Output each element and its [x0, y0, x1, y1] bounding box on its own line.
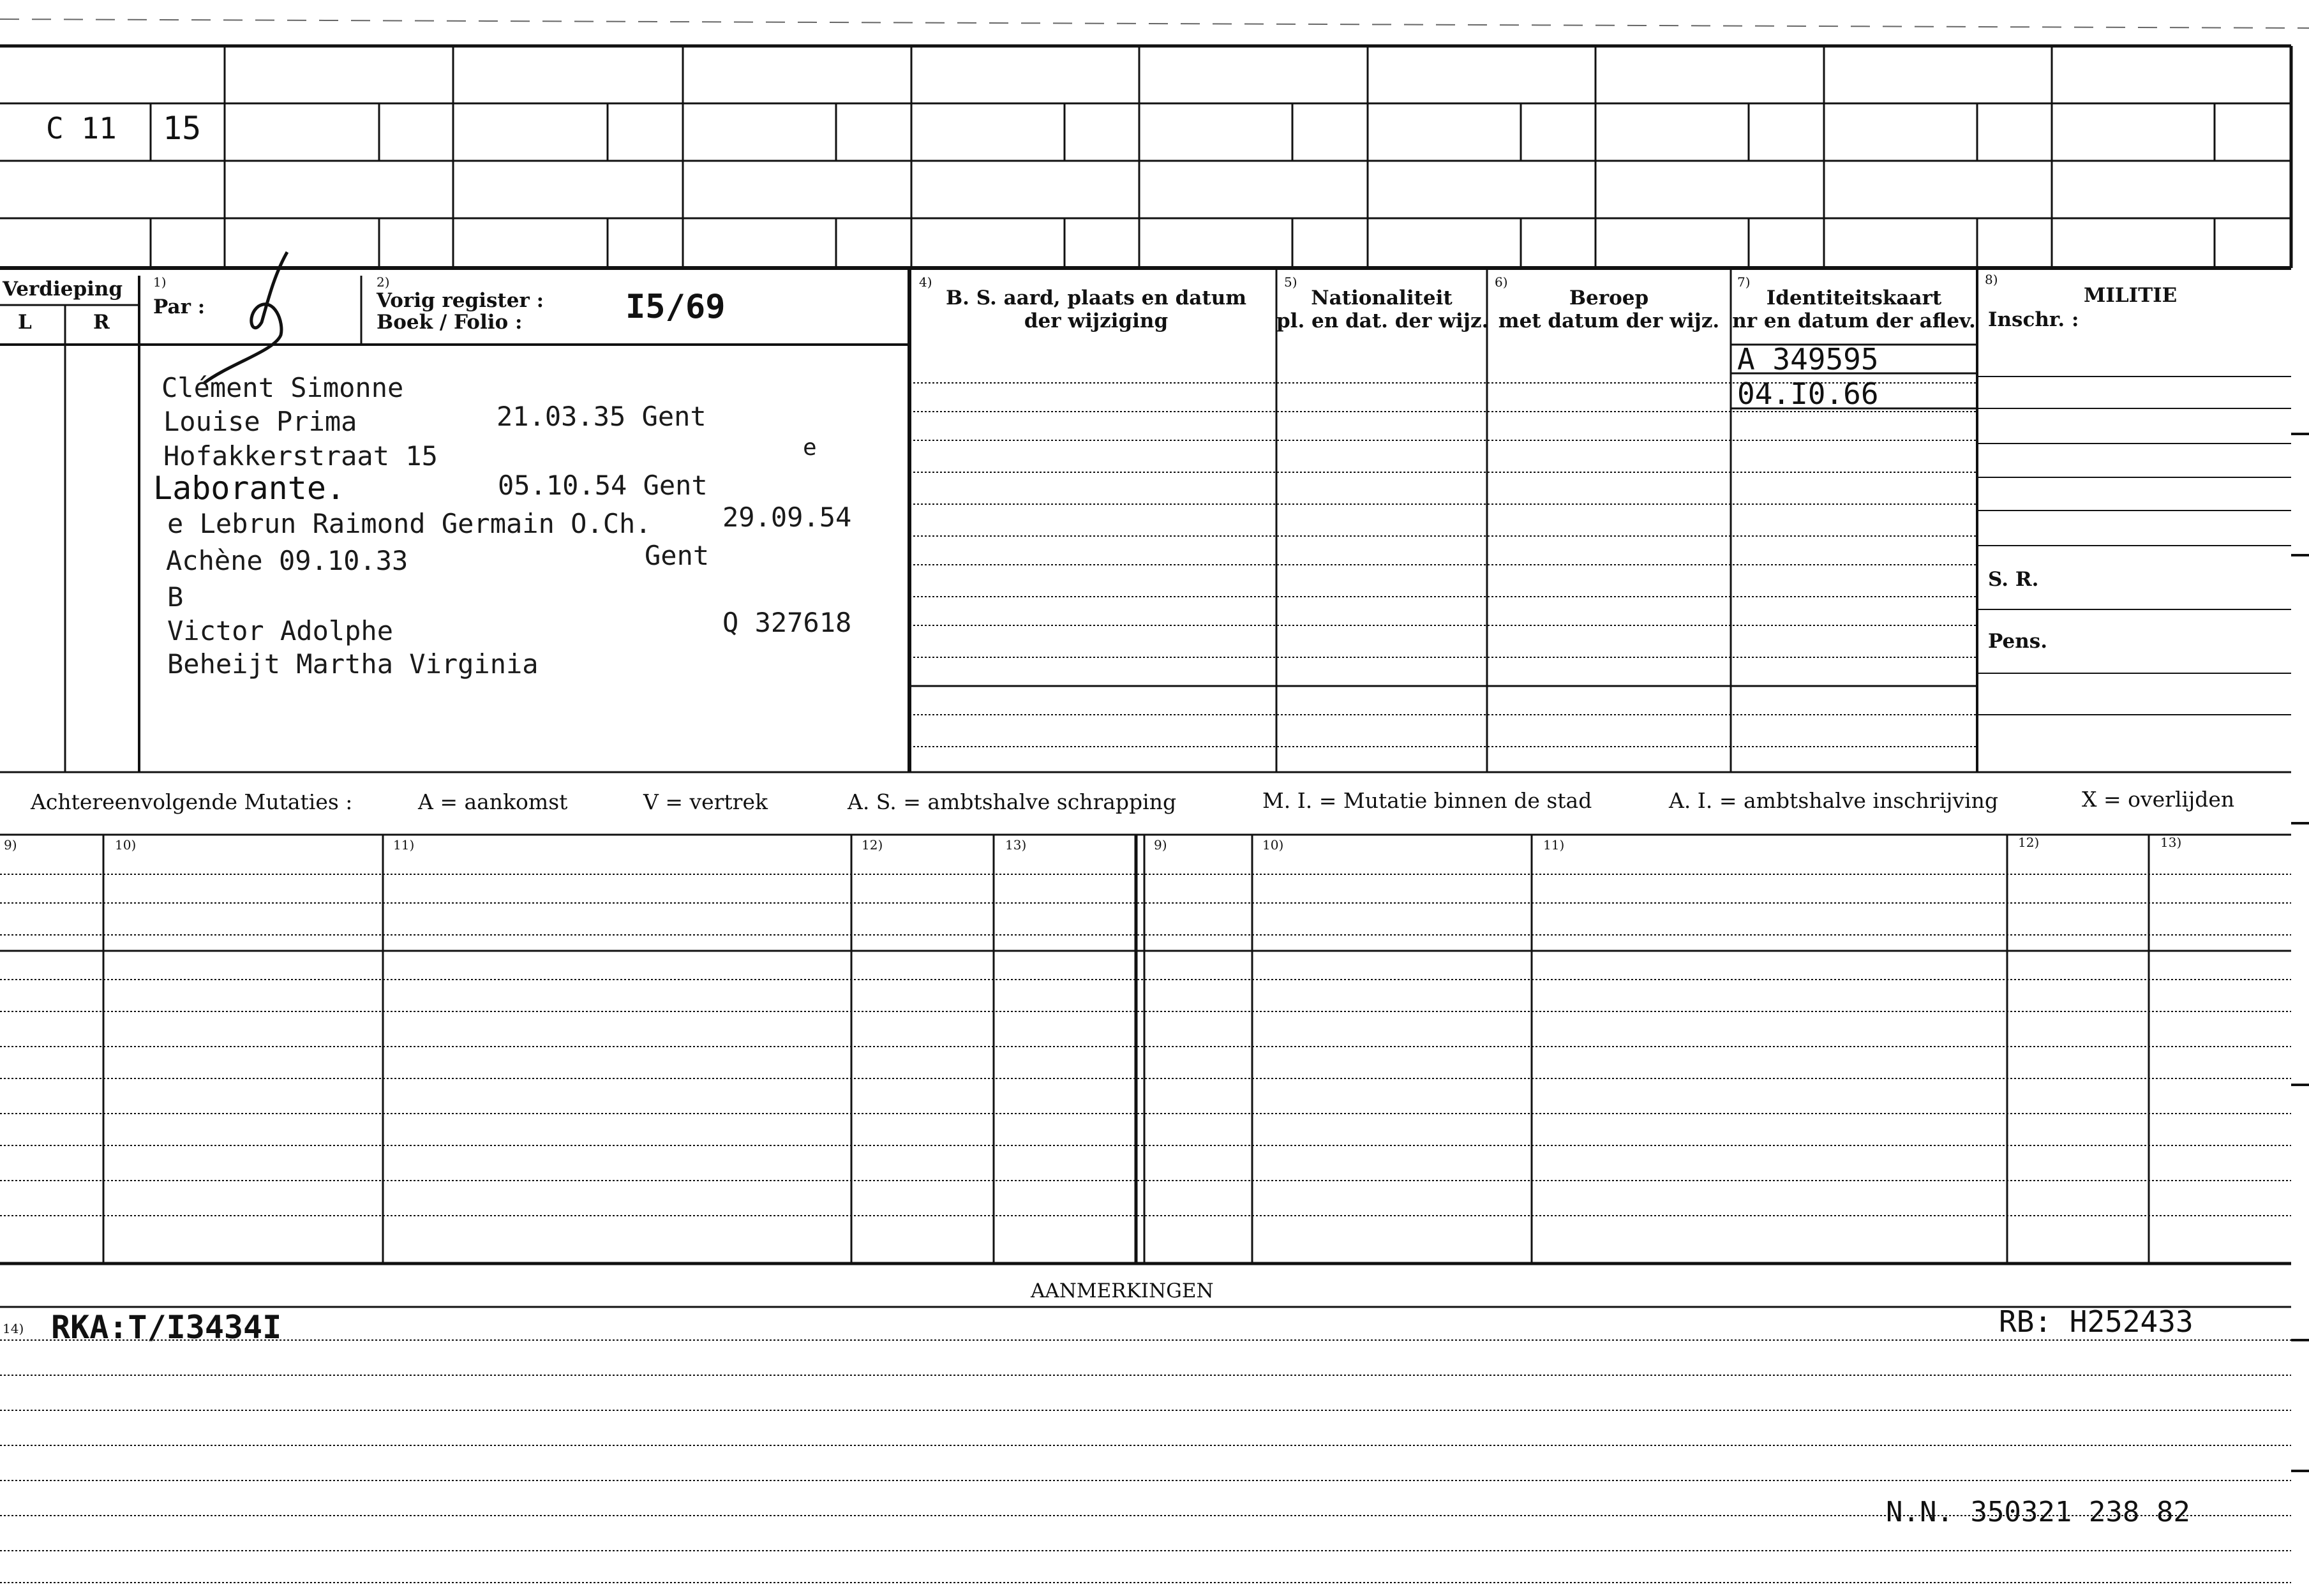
marriage-date: 29.09.54	[722, 502, 852, 533]
register-code: C 11	[46, 111, 117, 145]
mutation-col-9-right: 9)	[1154, 837, 1167, 853]
remarks-title: AANMERKINGEN	[1031, 1279, 1214, 1302]
col2-number: 2)	[377, 274, 390, 290]
legend-mutatie-binnen-stad: M. I. = Mutatie binnen de stad	[1262, 788, 1592, 813]
beroep-subtitle: met datum der wijz.	[1498, 310, 1720, 332]
father-name: Victor Adolphe	[167, 615, 394, 646]
mutation-col-10-left: 10)	[115, 837, 137, 853]
legend-overlijden: X = overlijden	[2082, 787, 2235, 812]
verdieping-l: L	[18, 311, 32, 334]
person-given-names: Louise Prima	[163, 406, 357, 437]
col4-title: B. S. aard, plaats en datum	[945, 287, 1247, 310]
spouse-birth: Achène 09.10.33	[166, 545, 408, 576]
reference-number: Q 327618	[722, 607, 852, 638]
col8-number: 8)	[1985, 272, 1998, 287]
legend-aankomst: A = aankomst	[418, 789, 568, 814]
sr-label: S. R.	[1988, 568, 2039, 591]
parent-mark: B	[167, 581, 184, 613]
signature-paraph	[204, 252, 287, 383]
col6-number: 6)	[1495, 274, 1508, 290]
identiteitskaart-title: Identiteitskaart	[1766, 287, 1942, 310]
pens-label: Pens.	[1988, 630, 2047, 653]
nationaliteit-title: Nationaliteit	[1311, 287, 1453, 310]
vorig-register-label: Vorig register :	[377, 289, 544, 312]
col5-number: 5)	[1284, 274, 1297, 290]
birth-date-place: 21.03.35 Gent	[497, 401, 706, 432]
legend-ambtshalve-inschrijving: A. I. = ambtshalve inschrijving	[1669, 788, 1999, 813]
mutation-col-13-right: 13)	[2160, 835, 2182, 850]
mutation-col-10-right: 10)	[1262, 837, 1284, 853]
identiteitskaart-subtitle: nr en datum der aflev.	[1732, 310, 1976, 332]
boek-folio-value: I5/69	[625, 288, 726, 326]
legend-ambtshalve-schrapping: A. S. = ambtshalve schrapping	[848, 789, 1177, 814]
profession-date-place: 05.10.54 Gent	[498, 470, 708, 501]
rka-reference: RKA:T/I3434I	[51, 1309, 282, 1346]
person-name: Clément Simonne	[161, 372, 404, 403]
mutation-col-12-left: 12)	[862, 837, 883, 853]
beroep-title: Beroep	[1569, 287, 1649, 310]
mutation-col-11-left: 11)	[393, 837, 415, 853]
verdieping-label: Verdieping	[3, 278, 123, 301]
address-mark: e	[803, 435, 817, 461]
col1-number: 1)	[153, 274, 167, 290]
nationaliteit-subtitle: pl. en dat. der wijz.	[1276, 310, 1489, 332]
legend-vertrek: V = vertrek	[643, 789, 768, 814]
verdieping-r: R	[93, 311, 110, 334]
mutations-legend-title: Achtereenvolgende Mutaties :	[31, 789, 353, 814]
national-number: N.N. 350321 238 82	[1886, 1496, 2190, 1528]
mother-name: Beheijt Martha Virginia	[167, 648, 539, 680]
mutation-col-12-right: 12)	[2018, 835, 2040, 850]
mutation-col-9-left: 9)	[4, 837, 17, 853]
boek-folio-label: Boek / Folio :	[377, 311, 523, 334]
address: Hofakkerstraat 15	[163, 440, 438, 472]
id-card-number: A 349595	[1737, 342, 1879, 377]
inschr-label: Inschr. :	[1988, 308, 2079, 331]
profession: Laborante.	[153, 470, 346, 507]
par-label: Par :	[153, 295, 205, 318]
id-card-date: 04.I0.66	[1737, 377, 1879, 411]
col4-subtitle: der wijziging	[1024, 310, 1169, 332]
marriage-place: Gent	[645, 540, 710, 571]
spouse: e Lebrun Raimond Germain O.Ch.	[167, 508, 652, 539]
rb-reference: RB: H252433	[1999, 1304, 2193, 1339]
mutation-col-11-right: 11)	[1543, 837, 1565, 853]
militie-title: MILITIE	[2084, 284, 2178, 307]
remarks-number: 14)	[3, 1321, 24, 1336]
register-number: 15	[163, 110, 202, 147]
col4-number: 4)	[919, 274, 932, 290]
mutation-col-13-left: 13)	[1005, 837, 1027, 853]
col7-number: 7)	[1737, 274, 1751, 290]
